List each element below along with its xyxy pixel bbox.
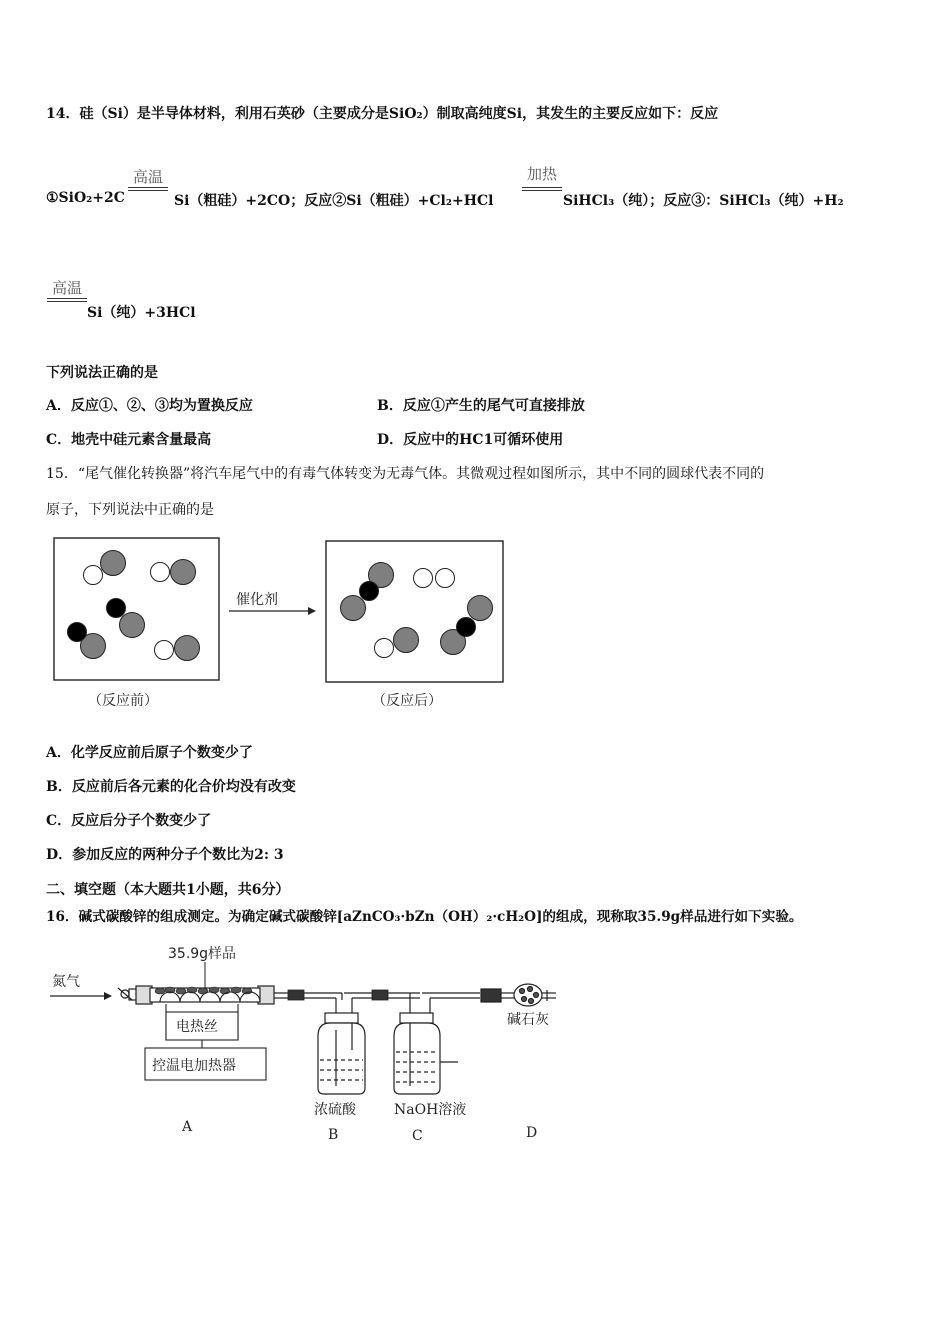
- heater-label: 控温电加热器: [152, 1058, 236, 1074]
- reaction-condition-1: 高温: [132, 168, 163, 186]
- q14-prompt: 下列说法正确的是: [46, 365, 158, 381]
- equation-3-right: Si（纯）+3HCl: [87, 305, 196, 321]
- q15-stem-line1: 15．“尾气催化转换器”将汽车尾气中的有毒气体转变为无毒气体。其微观过程如图所示，其中不同的圆球代表不同的: [46, 466, 765, 482]
- q15-option-b[interactable]: B．反应前后各元素的化合价均没有改变: [46, 779, 296, 795]
- q15-stem-line2: 原子，下列说法中正确的是: [46, 502, 214, 518]
- catalyst-label: 催化剂: [236, 592, 278, 608]
- connecting-tubes: [274, 993, 480, 1050]
- drying-tube-d: [481, 984, 556, 1006]
- sample-label: 35.9g样品: [168, 946, 237, 962]
- apparatus-letter-c: C: [412, 1128, 423, 1144]
- heating-wire-label: 电热丝: [176, 1019, 218, 1035]
- bottle-b-liquid: 浓硫酸: [314, 1102, 356, 1118]
- q16-stem: 16．碱式碳酸锌的组成测定。为确定碱式碳酸锌[aZnCO₃·bZn（OH）₂·cH₂O]的组成，现称取35.9g样品进行如下实验。: [46, 909, 803, 925]
- bottle-b: [318, 1013, 365, 1094]
- caption-before: （反应前）: [88, 693, 158, 709]
- q14-option-a[interactable]: A．反应①、②、③均为置换反应: [46, 398, 253, 414]
- bottle-c-liquid: NaOH溶液: [394, 1102, 467, 1118]
- equation-1-left: ①SiO₂+2C: [46, 190, 125, 206]
- q14-option-b[interactable]: B．反应①产生的尾气可直接排放: [377, 398, 585, 414]
- nitrogen-label: 氮气: [52, 974, 80, 990]
- apparatus-letter-a: A: [182, 1119, 193, 1135]
- reaction-condition-3: 高温: [51, 279, 82, 297]
- apparatus-letter-b: B: [328, 1127, 339, 1143]
- section-heading: 二、填空题（本大题共1小题，共6分）: [46, 882, 290, 898]
- q14-stem: 14．硅（Si）是半导体材料，利用石英砂（主要成分是SiO₂）制取高纯度Si，其发生的主要反应如下：反应: [46, 106, 719, 122]
- bottle-c: [394, 1013, 458, 1094]
- reaction-condition-2: 加热: [526, 165, 557, 183]
- apparatus-letter-d: D: [526, 1125, 538, 1141]
- q15-option-a[interactable]: A．化学反应前后原子个数变少了: [46, 745, 253, 761]
- q15-option-d[interactable]: D．参加反应的两种分子个数比为2: 3: [46, 847, 284, 863]
- soda-lime-label: 碱石灰: [507, 1012, 549, 1028]
- caption-after: （反应后）: [372, 693, 442, 709]
- q15-option-c[interactable]: C．反应后分子个数变少了: [46, 813, 212, 829]
- q14-option-c[interactable]: C．地壳中硅元素含量最高: [46, 432, 212, 448]
- sample-beads: [155, 987, 252, 994]
- equation-2-right: SiHCl₃（纯）；反应③：SiHCl₃（纯）+H₂: [563, 193, 844, 209]
- equation-1-right: Si（粗硅）+2CO；反应②Si（粗硅）+Cl₂+HCl: [174, 193, 494, 209]
- q14-option-d[interactable]: D．反应中的HC1可循环使用: [377, 432, 564, 448]
- inlet-stopcock: [118, 988, 137, 1000]
